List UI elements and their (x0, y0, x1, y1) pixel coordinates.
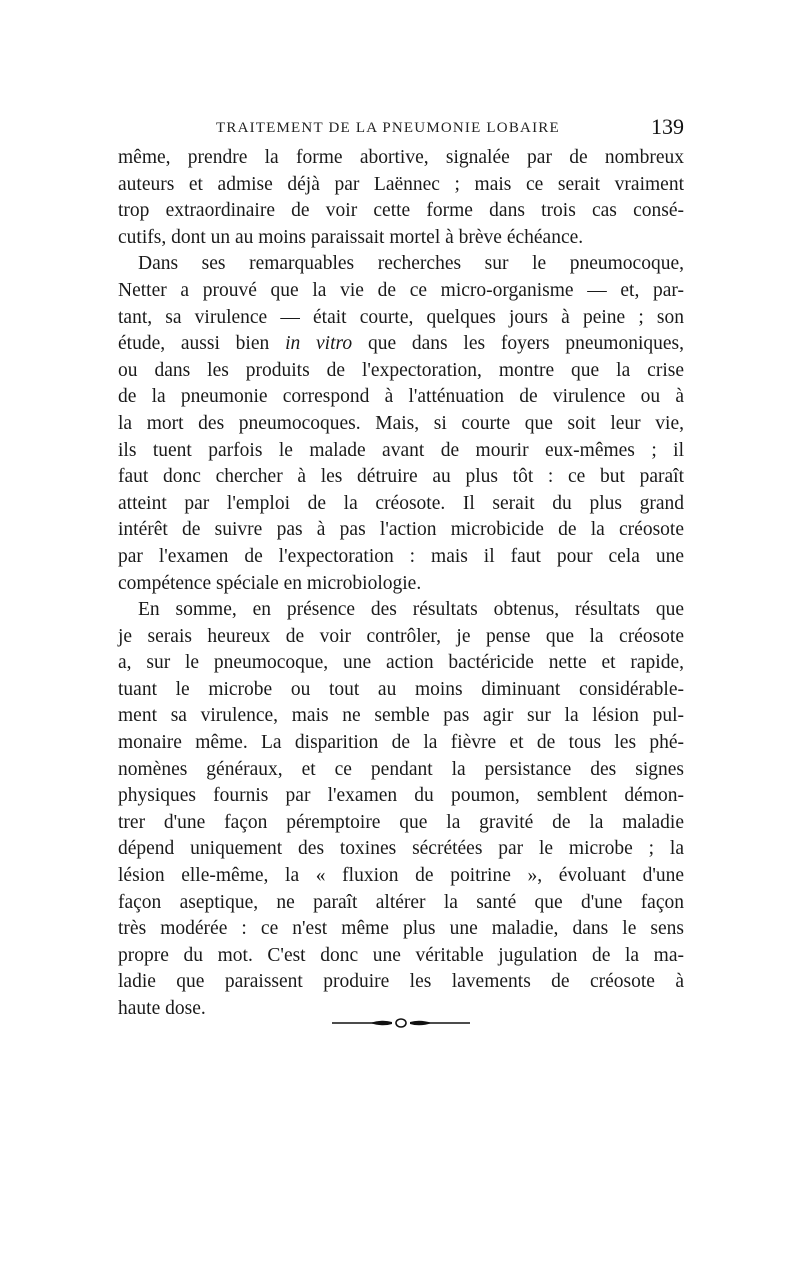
text-line: atteint par l'emploi de la créosote. Il serait du plus grand (118, 492, 684, 514)
italic-term: in vitro (285, 333, 353, 355)
text-line: tuant le microbe ou tout au moins diminuant considérable- (118, 678, 684, 700)
running-title: TRAITEMENT DE LA PNEUMONIE LOBAIRE (216, 120, 560, 136)
text-line: tant, sa virulence — était courte, quelques jours à peine ; son (118, 306, 684, 328)
text-line: cutifs, dont un au moins paraissait mortel à brève échéance. (118, 226, 584, 248)
text-line: trer d'une façon péremptoire que la gravité de la maladie (118, 811, 684, 833)
decorative-rule-ornament (330, 1016, 472, 1030)
text-line: par l'examen de l'expectoration : mais il faut pour cela une (118, 545, 684, 567)
body-text (118, 145, 684, 1023)
text-line: lésion elle-même, la « fluxion de poitrine », évoluant d'une (118, 865, 684, 887)
text-line: a, sur le pneumocoque, une action bactéricide nette et rapide, (118, 652, 684, 674)
text-line: auteurs et admise déjà par Laënnec ; mais ce serait vraiment (118, 173, 684, 195)
text-line: ou dans les produits de l'expectoration, montre que la crise (118, 359, 684, 381)
text-line-mixed (118, 331, 684, 358)
text-line: physiques fournis par l'examen du poumon, semblent démon- (118, 785, 684, 807)
text-line: la mort des pneumocoques. Mais, si courte que soit leur vie, (118, 412, 684, 434)
text-line: intérêt de suivre pas à pas l'action microbicide de la créosote (118, 519, 684, 541)
text-line: faut donc chercher à les détruire au plus tôt : ce but paraît (118, 466, 684, 488)
text-segment: que dans les foyers pneumoniques, (367, 333, 685, 355)
text-line: de la pneumonie correspond à l'atténuation de virulence ou à (118, 386, 684, 408)
text-line: façon aseptique, ne paraît altérer la santé que d'une façon (118, 891, 684, 913)
text-line: haute dose. (118, 998, 206, 1019)
running-head (118, 114, 684, 144)
text-line: ils tuent parfois le malade avant de mourir eux-mêmes ; il (118, 439, 684, 461)
text-line: propre du mot. C'est donc une véritable jugulation de la ma- (118, 944, 684, 966)
text-line: nomènes généraux, et ce pendant la persistance des signes (118, 758, 684, 780)
text-line: En somme, en présence des résultats obtenus, résultats que (138, 599, 684, 621)
text-line: Dans ses remarquables recherches sur le pneumocoque, (138, 253, 684, 275)
text-line: monaire même. La disparition de la fièvre et de tous les phé- (118, 732, 684, 754)
text-line: Netter a prouvé que la vie de ce micro-organisme — et, par- (118, 279, 684, 301)
text-line: ladie que paraissent produire les lavements de créosote à (118, 971, 684, 993)
text-line: très modérée : ce n'est même plus une maladie, dans le sens (118, 918, 684, 940)
text-line: dépend uniquement des toxines sécrétées par le microbe ; la (118, 838, 684, 860)
text-segment: étude, aussi bien (118, 333, 270, 355)
page-number: 139 (651, 114, 684, 139)
text-line: même, prendre la forme abortive, signalée par de nombreux (118, 147, 684, 168)
text-line: je serais heureux de voir contrôler, je pense que la créosote (118, 625, 684, 647)
text-line: trop extraordinaire de voir cette forme dans trois cas consé- (118, 200, 684, 222)
text-line: compétence spéciale en microbiologie. (118, 572, 422, 594)
text-line: ment sa virulence, mais ne semble pas agir sur la lésion pul- (118, 705, 684, 727)
